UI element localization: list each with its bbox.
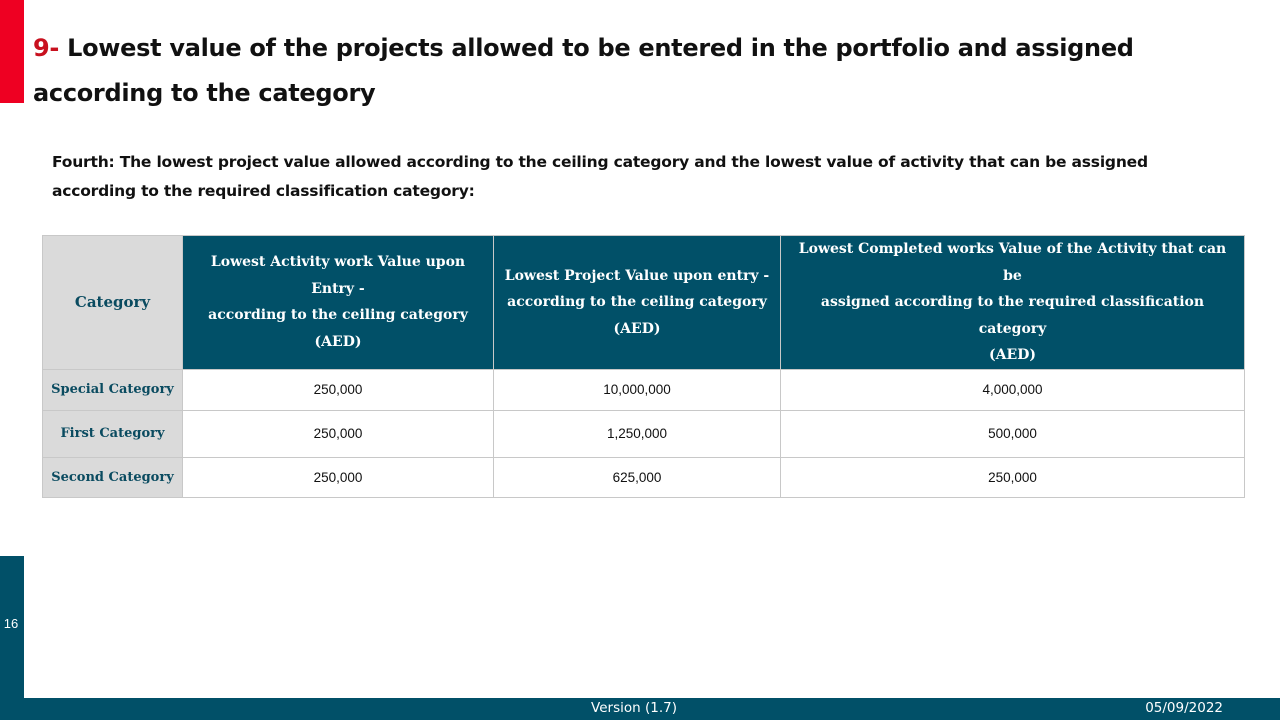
category-values-table <box>42 235 1245 498</box>
row-category: Second Category <box>43 457 183 497</box>
table-header-row <box>43 236 1245 370</box>
header-category: Category <box>43 236 183 370</box>
cell-project-entry: 1,250,000 <box>494 410 781 457</box>
row-category: Special Category <box>43 369 183 410</box>
cell-completed-works: 4,000,000 <box>781 369 1245 410</box>
footer-version: Version (1.7) <box>591 700 677 716</box>
title-number: 9- <box>33 34 60 62</box>
cell-project-entry: 625,000 <box>494 457 781 497</box>
cell-completed-works: 250,000 <box>781 457 1245 497</box>
header-activity-line-2: according to the ceiling category <box>208 307 468 324</box>
title-text: Lowest value of the projects allowed to be entered in the portfolio and assigned according to the category <box>33 34 1134 107</box>
header-project-entry <box>494 236 781 370</box>
cell-activity-entry: 250,000 <box>183 369 494 410</box>
page-number-bar <box>0 556 24 720</box>
header-activity-entry <box>183 236 494 370</box>
header-completed-line-3: (AED) <box>989 347 1036 363</box>
footer-bar <box>0 698 1280 720</box>
accent-red-bar <box>0 0 24 103</box>
header-completed-line-2: assigned according to the required classification category <box>820 294 1205 337</box>
table-row <box>43 369 1245 410</box>
header-activity-line-3: (AED) <box>314 333 362 350</box>
cell-project-entry: 10,000,000 <box>494 369 781 410</box>
cell-completed-works: 500,000 <box>781 410 1245 457</box>
header-completed-works <box>781 236 1245 370</box>
cell-activity-entry: 250,000 <box>183 457 494 497</box>
slide-subtitle: Fourth: The lowest project value allowed according to the ceiling category and the lowest value of activity that can be assigned according to the required classification category: <box>52 153 1148 200</box>
footer-date: 05/09/2022 <box>1145 700 1223 716</box>
header-project-line-3: (AED) <box>613 320 661 337</box>
table-row <box>43 410 1245 457</box>
header-completed-line-1: Lowest Completed works Value of the Activity that can be <box>798 241 1227 284</box>
row-category: First Category <box>43 410 183 457</box>
table-row <box>43 457 1245 497</box>
cell-activity-entry: 250,000 <box>183 410 494 457</box>
page-number: 16 <box>3 616 19 631</box>
header-project-line-1: Lowest Project Value upon entry - <box>504 267 770 284</box>
header-project-line-2: according to the ceiling category <box>507 294 767 310</box>
slide-title <box>33 26 1193 116</box>
header-activity-line-1: Lowest Activity work Value upon Entry - <box>210 254 466 297</box>
